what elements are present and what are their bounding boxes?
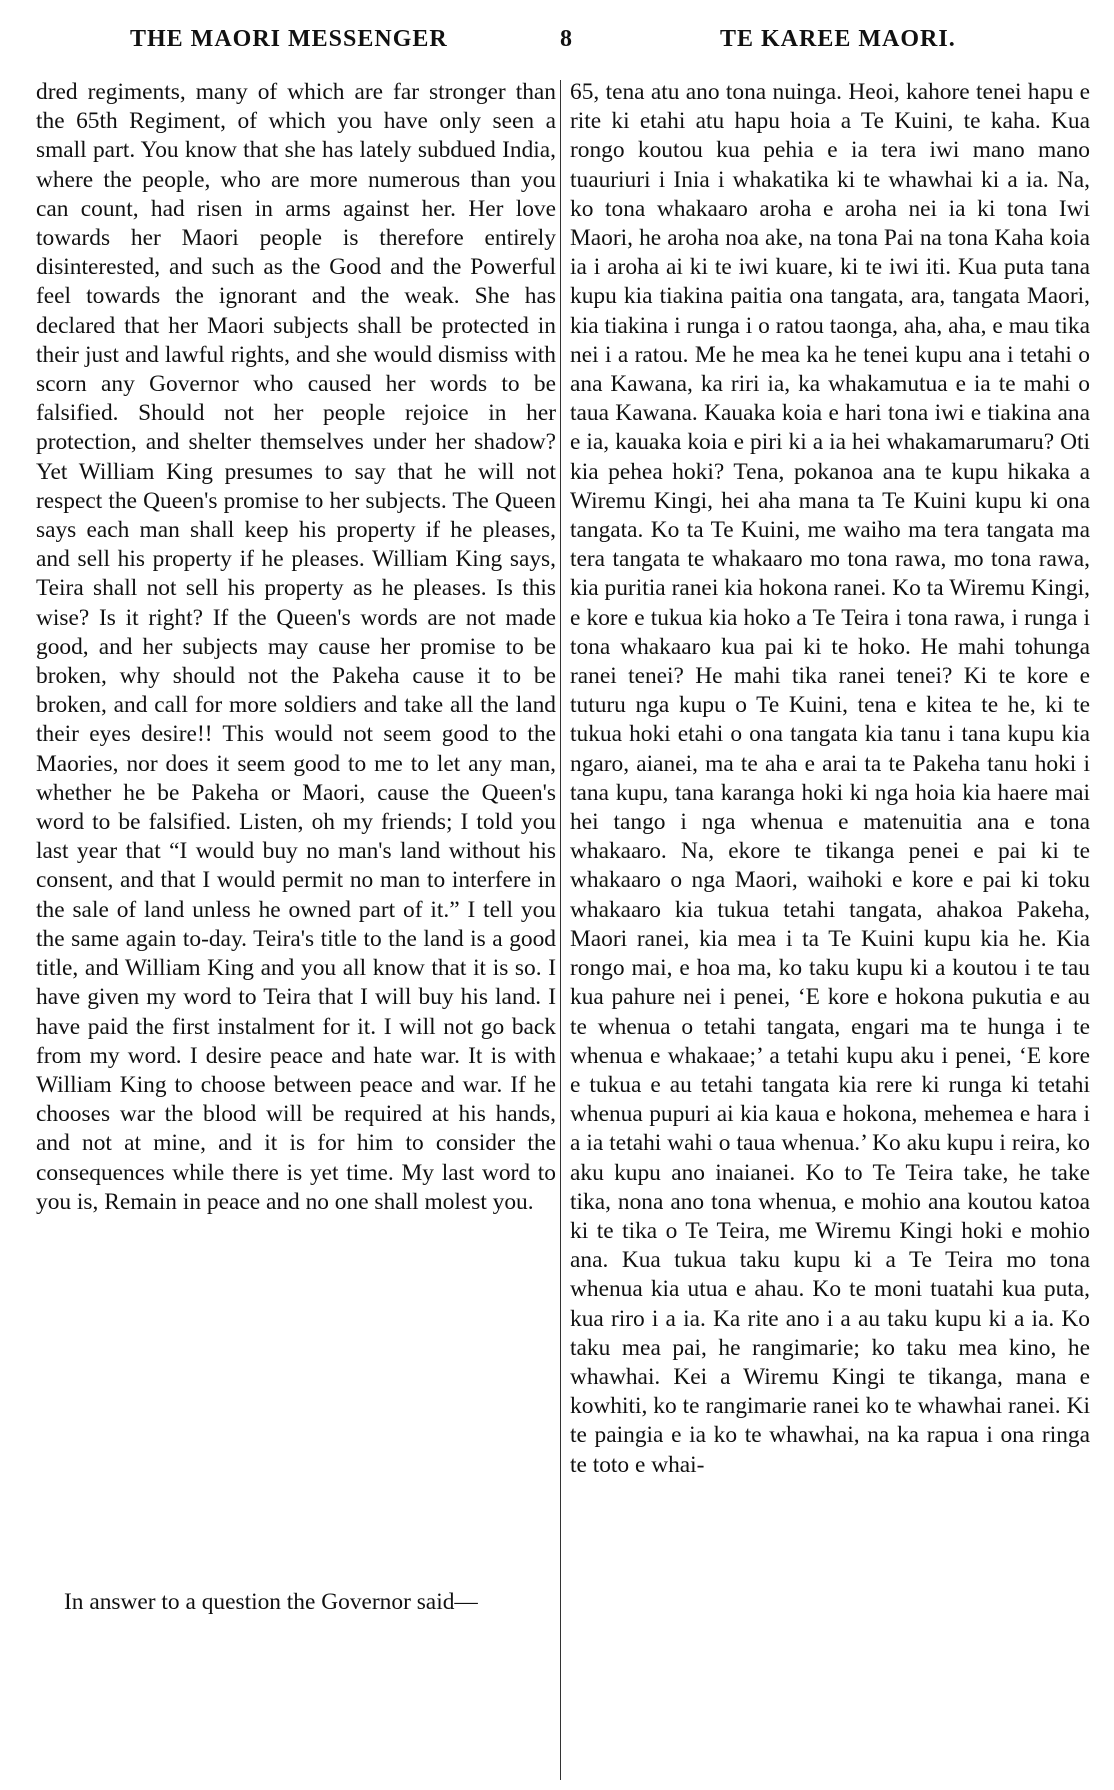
- header-title-maori: TE KAREE MAORI.: [720, 26, 956, 52]
- header-title-english: THE MAORI MESSENGER: [130, 26, 448, 52]
- maori-body-text: 65, tena atu ano tona nuinga. Heoi, kahore tenei hapu e rite ki etahi atu hapu hoia a Te Kuini, te kaha. Kua rongo koutou kua pehia e ia tera iwi mano mano tuauriuri i Inia i whakatika ki te whawhai ki a ia. Na, ko tona whakaaro aroha e aroha nei ia ki tona Iwi Maori, he aroha noa ake, na tona Pai na tona Kaha koia ia i aroha ai ki te iwi kuare, ki te iwi iti. Kua puta tana kupu kia tiakina paitia ona tangata, ara, tangata Maori, kia tiakina i runga i o ratou taonga, aha, aha, e mau tika nei i a ratou. Me he mea ka he tenei kupu ana i tetahi o ana Kawana, ka riri ia, ka whakamutua e ia te mahi o taua Kawana. Kauaka koia e hari tona iwi e tiakina ana e ia, kauaka koia e piri ki a ia hei whakamarumaru? Oti kia pehea hoki? Tena, pokanoa ana te kupu hikaka a Wiremu Kingi, hei aha mana ta Te Kuini kupu ki ona tangata. Ko ta Te Kuini, me waiho ma tera tangata ma tera tangata te whakaaro mo tona rawa, mo tona rawa, kia puritia ranei kia hokona ranei. Ko ta Wiremu Kingi, e kore e tukua kia hoko a Te Teira i tona rawa, i runga i tona whakaaro kua pai ki te hoko. He mahi tohunga ranei tenei? He mahi tika ranei tenei? Ki te kore e tuturu nga kupu o Te Kuini, tena e kitea te he, ki te tukua hoki etahi o ona tangata kia tanu i tana kupu kia ngaro, aianei, ma te aha e arai ta te Pakeha tanu hoki i tana kupu, tana karanga hoki ki nga hoia kia haere mai hei tango i nga whenua e matenuitia ana e tona whakaaro. Na, ekore te tikanga penei e pai ki te whakaaro o nga Maori, waihoki e kore e pai ki toku whakaaro kia tukua tetahi tangata, ahakoa Pakeha, Maori ranei, kia mea i ta Te Kuini kupu kia he. Kia rongo mai, e hoa ma, ko taku kupu ki a koutou i te tau kua pahure nei i penei, ‘E kore e hokona pukutia e au te whenua o tetahi tangata, engari ma te hunga i te whenua e whakaae;’ a tetahi kupu aku i penei, ‘E kore e tukua e au tetahi tangata kia rere ki runga ki tetahi whenua pupuri ai kia kaua e hokona, mehemea e hara i a ia tetahi wahi o taua whenua.’ Ko aku kupu i reira, ko aku kupu ano inaianei. Ko to Te Teira take, he take tika, nona ano tona whenua, e mohio ana koutou katoa ki te tika o Te Teira, me Wiremu Kingi hoki e mohio ana. Kua tukua taku kupu ki a Te Teira mo tona whenua kia utua e ahau. Ko te moni tuatahi kua puta, kua riro i a ia. Ka rite ano i a au taku kupu ki a ia. Ko taku mea pai, he rangimarie; ko taku mea kino, he whawhai. Kei a Wiremu Kingi te tikanga, mana e kowhiti, ko te rangimarie ranei ko te whawhai ranei. Ki te paingia e ia ko te whawhai, na ka rapua i ona ringa te toto e whai-: [570, 79, 1090, 1478]
- page-number: 8: [560, 26, 573, 52]
- english-column: [36, 78, 556, 1217]
- maori-column: [570, 78, 1090, 1480]
- column-divider: [560, 80, 561, 1780]
- running-header: [0, 26, 1114, 66]
- english-body-text: dred regiments, many of which are far stronger than the 65th Regiment, of which you have only seen a small part. You know that she has lately subdued India, where the people, who are more numerous than you can count, had risen in arms against her. Her love towards her Maori people is therefore entirely disinterested, and such as the Good and the Powerful feel towards the ignorant and the weak. She has declared that her Maori subjects shall be protected in their just and lawful rights, and she would dismiss with scorn any Governor who caused her words to be falsified. Should not her people rejoice in her protection, and shelter themselves under her shadow? Yet William King presumes to say that he will not respect the Queen's promise to her subjects. The Queen says each man shall keep his property if he pleases, and sell his property if he pleases. William King says, Teira shall not sell his property as he pleases. Is this wise? Is it right? If the Queen's words are not made good, and her subjects may cause her promise to be broken, why should not the Pakeha cause it to be broken, and call for more soldiers and take all the land their eyes desire!! This would not seem good to the Maories, nor does it seem good to me to let any man, whether he be Pakeha or Maori, cause the Queen's word to be falsified. Listen, oh my friends; I told you last year that “I would buy no man's land without his consent, and that I would permit no man to interfere in the sale of land unless he owned part of it.” I tell you the same again to-day. Teira's title to the land is a good title, and William King and you all know that it is so. I have given my word to Teira that I will buy his land. I have paid the first instalment for it. I will not go back from my word. I desire peace and hate war. It is with William King to choose between peace and war. If he chooses war the blood will be required at his hands, and not at mine, and it is for him to consider the consequences while there is yet time. My last word to you is, Remain in peace and no one shall molest you.: [36, 79, 556, 1215]
- answer-lead-in: In answer to a question the Governor said—: [64, 1589, 478, 1615]
